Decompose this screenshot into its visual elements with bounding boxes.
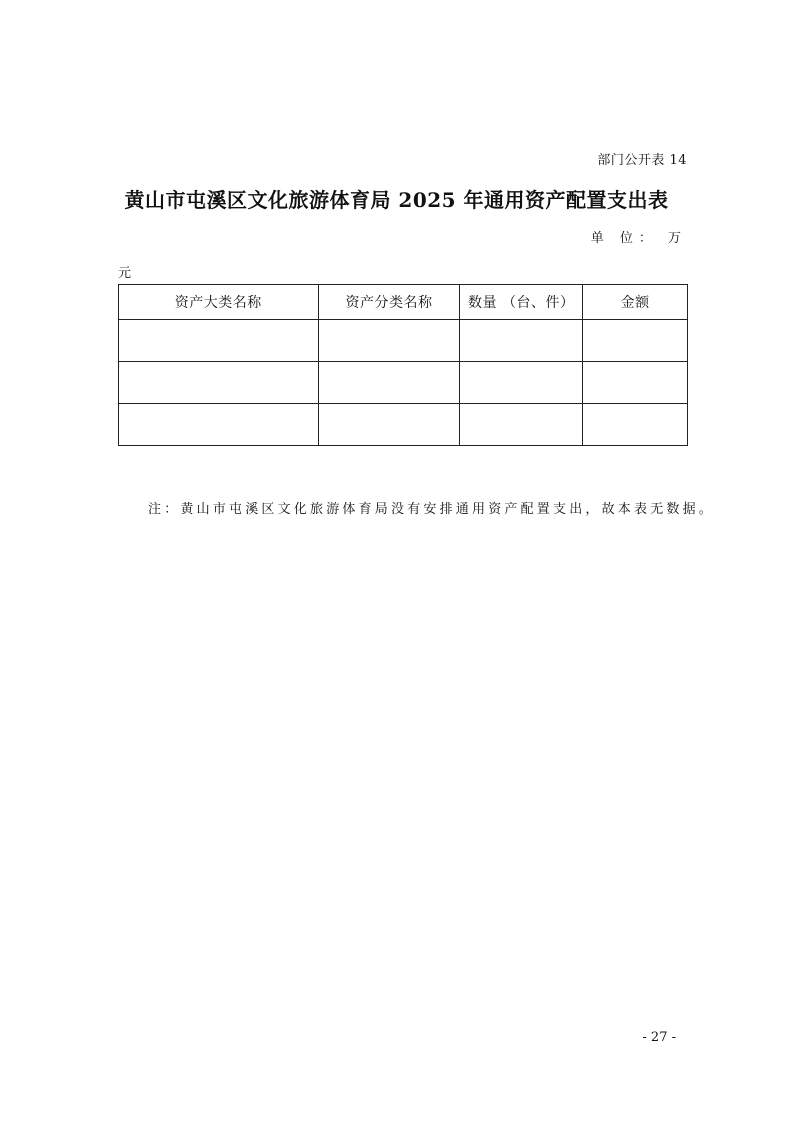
document-label: 部门公开表 14	[597, 153, 687, 168]
table-cell	[583, 362, 688, 404]
table-cell	[460, 404, 583, 446]
table-header-row	[119, 285, 688, 320]
table-cell	[318, 362, 460, 404]
table-cell	[119, 362, 319, 404]
header-asset-major-category: 资产大类名称	[119, 285, 319, 320]
table-cell	[318, 404, 460, 446]
table-row	[119, 320, 688, 362]
table-row	[119, 362, 688, 404]
table-cell	[119, 404, 319, 446]
header-quantity: 数量 （台、件）	[460, 285, 583, 320]
table-cell	[460, 320, 583, 362]
table-cell	[119, 320, 319, 362]
document-title: 黄山市屯溪区文化旅游体育局 2025 年通用资产配置支出表	[124, 188, 669, 212]
table-cell	[460, 362, 583, 404]
unit-label: 单 位： 万	[590, 231, 687, 246]
table-cell	[318, 320, 460, 362]
page-number: - 27 -	[642, 1030, 676, 1045]
table-cell	[583, 404, 688, 446]
asset-expenditure-table	[118, 284, 688, 446]
header-amount: 金额	[583, 285, 688, 320]
header-asset-sub-category: 资产分类名称	[318, 285, 460, 320]
unit-label-continued: 元	[118, 266, 132, 281]
table-note: 注：黄山市屯溪区文化旅游体育局没有安排通用资产配置支出，故本表无数据。	[148, 502, 716, 517]
table-row	[119, 404, 688, 446]
table-cell	[583, 320, 688, 362]
